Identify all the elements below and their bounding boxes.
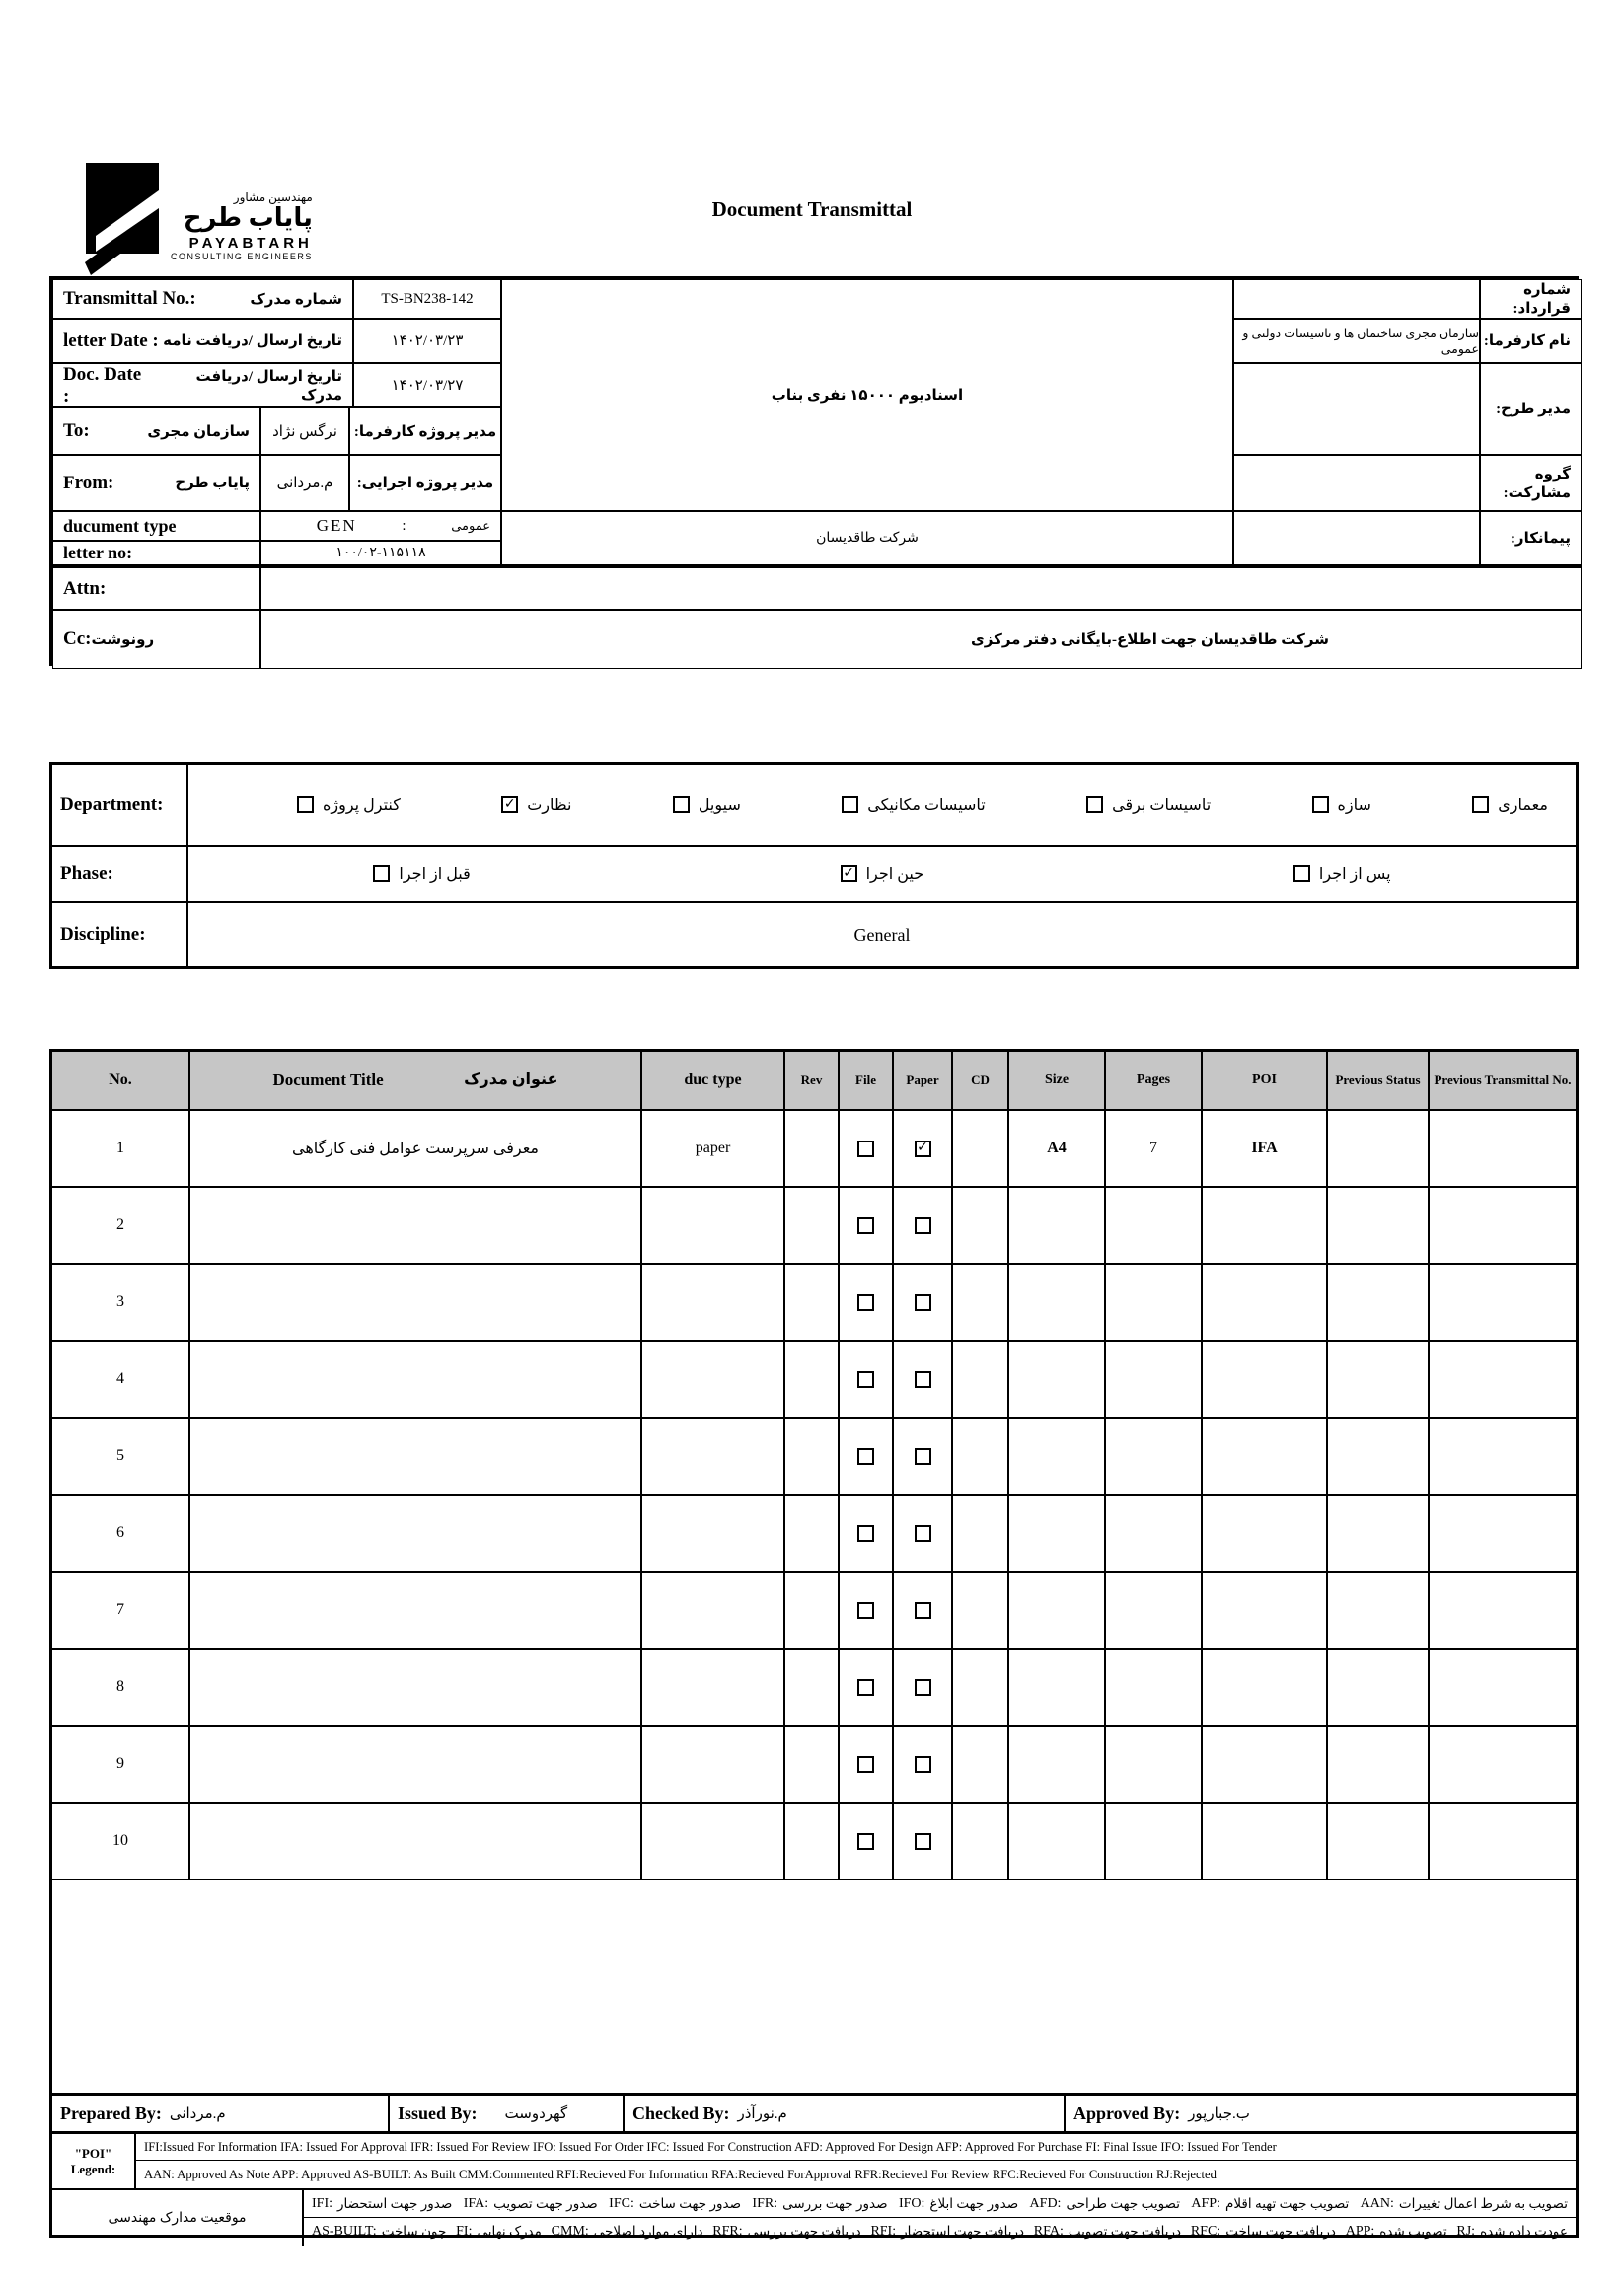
from-cell	[52, 455, 260, 511]
row-1-cell-prev-transmittal	[1430, 1111, 1576, 1188]
row-10-cell-prev-status	[1328, 1804, 1430, 1880]
transmittal-info-table	[49, 276, 1579, 666]
row-7-cell-rev	[785, 1573, 840, 1650]
payabtarh-logo-icon	[84, 163, 161, 283]
doc-date-value: ۱۴۰۲/۰۳/۲۷	[353, 363, 501, 407]
row-8-cell-file	[840, 1650, 894, 1727]
row-7-cell-prev-status	[1328, 1573, 1430, 1650]
row-9-cell-prev-status	[1328, 1727, 1430, 1804]
row-10-cell-pages	[1106, 1804, 1203, 1880]
checkbox[interactable]	[857, 1141, 874, 1157]
poi-legend-line2: AAN: Approved As Note APP: Approved AS-BUILT: As Built CMM:Commented RFI:Recieved For Information RFA:Recieved ForApproval RFR:Recieved For Review RFC:Recieved For Construction RJ:Rejected	[144, 2167, 1217, 2181]
row-8-cell-prev-status	[1328, 1650, 1430, 1727]
project-name-cell: اسنادیوم ۱۵۰۰۰ نفری بناب	[501, 279, 1233, 511]
poi-legend-row	[52, 2134, 1576, 2190]
row-9-cell-paper	[894, 1727, 953, 1804]
row-10-cell-file	[840, 1804, 894, 1880]
row-1-cell-no: 1	[52, 1111, 190, 1188]
row-8-cell-poi	[1203, 1650, 1328, 1727]
row-10-cell-duc-type	[642, 1804, 785, 1880]
row-5-cell-size	[1009, 1419, 1106, 1496]
option-label: پس از اجرا	[1318, 865, 1391, 883]
checkbox[interactable]	[1293, 865, 1310, 882]
row-3-cell-poi	[1203, 1265, 1328, 1342]
poi-legend-label: "POI" Legend:	[52, 2134, 136, 2188]
col-prev-status: Previous Status	[1328, 1052, 1430, 1111]
department-label: Department:	[52, 765, 188, 845]
row-3-cell-prev-transmittal	[1430, 1265, 1576, 1342]
row-8-cell-duc-type	[642, 1650, 785, 1727]
contractor-extra-cell	[1233, 511, 1480, 565]
design-manager-value	[1233, 363, 1480, 455]
document-type-value: GEN : عمومی	[260, 511, 501, 541]
option-label: قبل از اجرا	[399, 865, 471, 883]
row-1-cell-prev-status	[1328, 1111, 1430, 1188]
row-4-cell-title	[190, 1342, 642, 1419]
row-3-cell-prev-status	[1328, 1265, 1430, 1342]
col-cd: CD	[953, 1052, 1009, 1111]
legend-item: IFR: صدور جهت بررسی	[752, 2195, 888, 2211]
row-3-cell-duc-type	[642, 1265, 785, 1342]
row-7-cell-cd	[953, 1573, 1009, 1650]
logo-fa-line2: پایاب طرح	[183, 203, 313, 232]
letter-date-value: ۱۴۰۲/۰۳/۲۳	[353, 319, 501, 363]
checkbox[interactable]	[1086, 796, 1103, 813]
executive-pm-label: مدیر پروژه اجرایی:	[349, 455, 501, 511]
row-6-cell-prev-transmittal	[1430, 1496, 1576, 1573]
legend-item: CMM: دارای موارد اصلاحی	[551, 2224, 703, 2239]
legend-item: IFA: صدور جهت تصویب	[463, 2195, 598, 2211]
from-label: From:	[63, 472, 114, 493]
row-8-cell-cd	[953, 1650, 1009, 1727]
document-table-header	[52, 1052, 1576, 1111]
row-5-cell-rev	[785, 1419, 840, 1496]
row-7-cell-size	[1009, 1573, 1106, 1650]
option-unchecked[interactable]	[842, 795, 986, 815]
row-2-cell-cd	[953, 1188, 1009, 1265]
col-rev: Rev	[785, 1052, 840, 1111]
row-1-cell-rev	[785, 1111, 840, 1188]
logo-fa-line1: مهندسین مشاور	[233, 190, 313, 204]
checkbox-checked[interactable]: ✓	[841, 865, 857, 882]
row-3-cell-no: 3	[52, 1265, 190, 1342]
row-4-cell-pages	[1106, 1342, 1203, 1419]
row-9-cell-file	[840, 1727, 894, 1804]
letter-date-label-cell	[52, 319, 353, 363]
contract-no-value	[1233, 279, 1480, 319]
checkbox[interactable]	[842, 796, 858, 813]
row-8-cell-title	[190, 1650, 642, 1727]
document-type-label: ducument type	[52, 511, 260, 541]
option-label: حین اجرا	[865, 865, 924, 883]
row-9-cell-poi	[1203, 1727, 1328, 1804]
legend-item: RJ: عودت داده شده	[1456, 2224, 1568, 2239]
row-1-cell-cd	[953, 1111, 1009, 1188]
row-10-cell-prev-transmittal	[1430, 1804, 1576, 1880]
option-label: تاسیسات برقی	[1112, 796, 1212, 814]
page-title: Document Transmittal	[711, 197, 913, 221]
cc-value: شرکت طاقدیسان جهت اطلاع-بایگانی دفتر مرکزی	[260, 610, 1582, 669]
table-empty-area	[52, 1880, 1576, 2096]
row-9-cell-cd	[953, 1727, 1009, 1804]
row-6-cell-cd	[953, 1496, 1009, 1573]
row-10-cell-paper	[894, 1804, 953, 1880]
row-5-cell-prev-transmittal	[1430, 1419, 1576, 1496]
row-4-cell-paper	[894, 1342, 953, 1419]
checkbox[interactable]	[915, 1833, 931, 1850]
fa-legend-label: موقعیت مدارک مهندسی	[52, 2190, 304, 2246]
row-2-cell-poi	[1203, 1188, 1328, 1265]
row-6-cell-pages	[1106, 1496, 1203, 1573]
phase-label: Phase:	[52, 847, 188, 901]
checkbox[interactable]	[857, 1217, 874, 1234]
row-3-cell-rev	[785, 1265, 840, 1342]
row-4-cell-rev	[785, 1342, 840, 1419]
checkbox-checked[interactable]: ✓	[501, 796, 518, 813]
to-cell	[52, 407, 260, 455]
row-8-cell-size	[1009, 1650, 1106, 1727]
row-5-cell-prev-status	[1328, 1419, 1430, 1496]
row-10-cell-no: 10	[52, 1804, 190, 1880]
legend-item: RFR: دریافت جهت بررسی	[712, 2224, 861, 2239]
phase-options	[188, 847, 1576, 901]
checkbox[interactable]	[915, 1525, 931, 1542]
department-row	[52, 765, 1576, 847]
logo-company-subtitle: CONSULTING ENGINEERS	[171, 252, 313, 261]
fa-legend-line1	[304, 2190, 1576, 2218]
row-4-cell-poi	[1203, 1342, 1328, 1419]
checked-by-cell: Checked By: م.نورآذر	[625, 2096, 1066, 2131]
legend-item: RFC: دریافت جهت ساخت	[1190, 2224, 1336, 2239]
row-6-cell-size	[1009, 1496, 1106, 1573]
legend-item: AS-BUILT: چون ساخت	[312, 2224, 447, 2239]
row-9-cell-rev	[785, 1727, 840, 1804]
row-2-cell-title	[190, 1188, 642, 1265]
option-label: نظارت	[527, 796, 572, 814]
contractor-value: شرکت طاقدیسان	[501, 511, 1233, 565]
row-6-cell-title	[190, 1496, 642, 1573]
checkbox[interactable]	[857, 1294, 874, 1311]
row-4-cell-no: 4	[52, 1342, 190, 1419]
checkbox[interactable]	[857, 1679, 874, 1696]
row-8-cell-prev-transmittal	[1430, 1650, 1576, 1727]
row-8-cell-rev	[785, 1650, 840, 1727]
row-5-cell-title	[190, 1419, 642, 1496]
client-name-value: سازمان مجری ساختمان ها و تاسیسات دولتی و عمومی	[1233, 319, 1480, 363]
option-label: سازه	[1337, 796, 1371, 814]
contract-no-label: شماره قرارداد:	[1480, 279, 1582, 319]
row-5-cell-poi	[1203, 1419, 1328, 1496]
row-2-cell-paper	[894, 1188, 953, 1265]
checkbox[interactable]	[915, 1294, 931, 1311]
col-size: Size	[1009, 1052, 1106, 1111]
issued-by-name: گهردوست	[504, 2105, 568, 2122]
row-2-cell-file	[840, 1188, 894, 1265]
to-person: نرگس نژاد	[260, 407, 349, 455]
poi-legend-line1: IFI:Issued For Information IFA: Issued For Approval IFR: Issued For Review IFO: Issued For Order IFC: Issued For Construction AFD: Approved For Design AFP: Approved For Purchase FI: Final Issue IFO: Issued For Tender	[136, 2134, 1576, 2161]
fa-legend-row	[52, 2190, 1576, 2246]
row-5-cell-cd	[953, 1419, 1009, 1496]
legend-item: IFC: صدور جهت ساخت	[609, 2195, 742, 2211]
row-1-cell-size: A4	[1009, 1111, 1106, 1188]
checkbox[interactable]	[297, 796, 314, 813]
signatures-row	[52, 2096, 1576, 2134]
option-checked[interactable]	[841, 864, 924, 884]
row-5-cell-pages	[1106, 1419, 1203, 1496]
attn-label: Attn:	[52, 565, 260, 610]
row-5-cell-no: 5	[52, 1419, 190, 1496]
legend-item: IFI: صدور جهت استحضار	[312, 2195, 453, 2211]
legend-item: AFD: تصویب جهت طراحی	[1029, 2195, 1181, 2211]
phase-row	[52, 847, 1576, 903]
checkbox[interactable]	[857, 1833, 874, 1850]
discipline-label: Discipline:	[52, 903, 188, 968]
legend-item: AAN: تصویب به شرط اعمال تغییرات	[1360, 2195, 1568, 2211]
transmittal-no-label-cell	[52, 279, 353, 319]
company-logo	[84, 163, 313, 283]
design-manager-label: مدیر طرح:	[1480, 363, 1582, 455]
checkbox[interactable]	[915, 1679, 931, 1696]
contractor-label: پیمانکار:	[1480, 511, 1582, 565]
letter-no-label: letter no:	[52, 541, 260, 565]
row-3-cell-title	[190, 1265, 642, 1342]
legend-item: APP: تصویب شده	[1345, 2224, 1447, 2239]
row-1-cell-title: معرفی سرپرست عوامل فنی کارگاهی	[190, 1111, 642, 1188]
from-person: م.مردانی	[260, 455, 349, 511]
legend-item: RFA: دریافت جهت تصویب	[1033, 2224, 1182, 2239]
row-4-cell-duc-type	[642, 1342, 785, 1419]
row-10-cell-cd	[953, 1804, 1009, 1880]
document-type-code: GEN	[316, 516, 357, 535]
row-6-cell-rev	[785, 1496, 840, 1573]
col-prev-transmittal: Previous Transmittal No.	[1430, 1052, 1576, 1111]
row-8-cell-pages	[1106, 1650, 1203, 1727]
option-unchecked[interactable]	[1086, 795, 1211, 815]
checkbox[interactable]	[373, 865, 390, 882]
row-7-cell-poi	[1203, 1573, 1328, 1650]
checkbox[interactable]	[915, 1217, 931, 1234]
row-10-cell-title	[190, 1804, 642, 1880]
option-unchecked[interactable]	[1312, 795, 1371, 815]
document-table-body	[52, 1111, 1576, 1880]
checkbox[interactable]	[857, 1448, 874, 1465]
row-7-cell-paper	[894, 1573, 953, 1650]
row-9-cell-no: 9	[52, 1727, 190, 1804]
row-5-cell-duc-type	[642, 1419, 785, 1496]
checkbox[interactable]	[857, 1371, 874, 1388]
row-6-cell-paper	[894, 1496, 953, 1573]
option-unchecked[interactable]	[1472, 795, 1548, 815]
row-6-cell-duc-type	[642, 1496, 785, 1573]
row-4-cell-file	[840, 1342, 894, 1419]
row-6-cell-file	[840, 1496, 894, 1573]
prepared-by-name: م.مردانی	[169, 2105, 226, 2122]
letter-date-label-fa: تاریخ ارسال /دریافت نامه	[163, 333, 342, 349]
row-5-cell-paper	[894, 1419, 953, 1496]
row-1-cell-duc-type: paper	[642, 1111, 785, 1188]
row-2-cell-rev	[785, 1188, 840, 1265]
to-label: To:	[63, 420, 90, 441]
row-10-cell-poi	[1203, 1804, 1328, 1880]
transmittal-no-label-fa: شماره مدرک	[250, 291, 342, 308]
row-9-cell-prev-transmittal	[1430, 1727, 1576, 1804]
row-9-cell-pages	[1106, 1727, 1203, 1804]
partnership-group-label: گروه مشارکت:	[1480, 455, 1582, 511]
checkbox[interactable]	[915, 1448, 931, 1465]
checkbox[interactable]	[1472, 796, 1489, 813]
row-9-cell-title	[190, 1727, 642, 1804]
transmittal-no-label-en: Transmittal No.:	[63, 288, 196, 309]
row-6-cell-no: 6	[52, 1496, 190, 1573]
row-4-cell-cd	[953, 1342, 1009, 1419]
doc-date-label-cell	[52, 363, 353, 407]
row-7-cell-duc-type	[642, 1573, 785, 1650]
checked-by-name: م.نورآذر	[737, 2105, 787, 2122]
option-unchecked[interactable]	[673, 795, 741, 815]
checkbox[interactable]	[1312, 796, 1329, 813]
row-9-cell-size	[1009, 1727, 1106, 1804]
row-8-cell-no: 8	[52, 1650, 190, 1727]
row-1-cell-pages: 7	[1106, 1111, 1203, 1188]
row-3-cell-size	[1009, 1265, 1106, 1342]
partnership-group-value	[1233, 455, 1480, 511]
row-2-cell-pages	[1106, 1188, 1203, 1265]
row-4-cell-size	[1009, 1342, 1106, 1419]
row-7-cell-no: 7	[52, 1573, 190, 1650]
issued-by-cell: Issued By: گهردوست	[390, 2096, 625, 2131]
row-3-cell-pages	[1106, 1265, 1203, 1342]
classification-table	[49, 762, 1579, 969]
cc-label-cell	[52, 610, 260, 669]
checkbox[interactable]	[915, 1756, 931, 1773]
row-1-cell-file	[840, 1111, 894, 1188]
option-checked[interactable]	[501, 795, 571, 815]
col-paper: Paper	[894, 1052, 953, 1111]
department-options	[188, 765, 1576, 845]
checkbox[interactable]	[857, 1756, 874, 1773]
cc-label-fa: رونوشت	[91, 631, 155, 648]
legend-item: FI: مدرک نهایی	[456, 2224, 542, 2239]
from-org: پایاب طرح	[175, 476, 250, 491]
row-1-cell-paper	[894, 1111, 953, 1188]
row-7-cell-title	[190, 1573, 642, 1650]
client-pm-label: مدیر پروژه کارفرما:	[349, 407, 501, 455]
row-3-cell-file	[840, 1265, 894, 1342]
option-label: کنترل پروژه	[323, 796, 401, 814]
logo-company-name: PAYABTARH	[188, 235, 313, 252]
legend-item: AFP: تصویب جهت تهیه اقلام	[1191, 2195, 1350, 2211]
checkbox[interactable]	[857, 1602, 874, 1619]
discipline-value: General	[853, 924, 911, 945]
legend-item: RFI: دریافت جهت استحضار	[870, 2224, 1024, 2239]
row-2-cell-size	[1009, 1188, 1106, 1265]
row-2-cell-prev-status	[1328, 1188, 1430, 1265]
cc-label-en: Cc:	[63, 628, 92, 649]
option-unchecked[interactable]	[373, 864, 470, 884]
client-name-label: نام کارفرما:	[1480, 319, 1582, 363]
row-5-cell-file	[840, 1419, 894, 1496]
row-1-cell-poi: IFA	[1203, 1111, 1328, 1188]
option-label: معماری	[1498, 796, 1548, 814]
doc-date-label-fa: تاریخ ارسال /دریافت مدرک	[195, 368, 342, 404]
document-list-table	[49, 1049, 1579, 2238]
approved-by-cell: Approved By: ب.جبارپور	[1073, 2102, 1250, 2123]
transmittal-no-value: TS-BN238-142	[353, 279, 501, 319]
row-6-cell-poi	[1203, 1496, 1328, 1573]
row-8-cell-paper	[894, 1650, 953, 1727]
row-10-cell-size	[1009, 1804, 1106, 1880]
row-4-cell-prev-transmittal	[1430, 1342, 1576, 1419]
col-pages: Pages	[1106, 1052, 1203, 1111]
col-title: Document Title عنوان مدرک	[190, 1052, 642, 1111]
checkbox[interactable]	[857, 1525, 874, 1542]
checkbox[interactable]	[915, 1602, 931, 1619]
row-7-cell-file	[840, 1573, 894, 1650]
row-2-cell-prev-transmittal	[1430, 1188, 1576, 1265]
row-7-cell-pages	[1106, 1573, 1203, 1650]
option-label: تاسیسات مکانیکی	[867, 796, 986, 814]
option-unchecked[interactable]	[1293, 864, 1391, 884]
letter-date-label-en: letter Date :	[63, 330, 159, 351]
discipline-row	[52, 903, 1576, 968]
col-duc-type: duc type	[642, 1052, 785, 1111]
row-4-cell-prev-status	[1328, 1342, 1430, 1419]
checkbox[interactable]	[673, 796, 690, 813]
letter-no-value: ۱۰۰/۰۲-۱۱۵۱۱۸	[260, 541, 501, 565]
row-10-cell-rev	[785, 1804, 840, 1880]
document-type-fa: عمومی	[451, 518, 490, 533]
doc-date-label-en: Doc. Date :	[63, 363, 142, 406]
row-2-cell-no: 2	[52, 1188, 190, 1265]
attn-value	[260, 565, 1582, 610]
col-file: File	[840, 1052, 894, 1111]
checkbox[interactable]	[915, 1371, 931, 1388]
prepared-by-cell: Prepared By: م.مردانی	[52, 2096, 390, 2131]
row-3-cell-paper	[894, 1265, 953, 1342]
row-7-cell-prev-transmittal	[1430, 1573, 1576, 1650]
option-label: سیویل	[698, 796, 741, 814]
col-poi: POI	[1203, 1052, 1328, 1111]
row-9-cell-duc-type	[642, 1727, 785, 1804]
to-org: سازمان مجری	[147, 423, 250, 440]
checkbox-checked[interactable]: ✓	[915, 1141, 931, 1157]
row-6-cell-prev-status	[1328, 1496, 1430, 1573]
approved-by-name: ب.جبارپور	[1188, 2105, 1250, 2122]
col-no: No.	[52, 1052, 190, 1111]
option-unchecked[interactable]	[297, 795, 401, 815]
legend-item: IFO: صدور جهت ابلاغ	[898, 2195, 1019, 2211]
row-3-cell-cd	[953, 1265, 1009, 1342]
row-2-cell-duc-type	[642, 1188, 785, 1265]
fa-legend-line2	[304, 2218, 1576, 2246]
